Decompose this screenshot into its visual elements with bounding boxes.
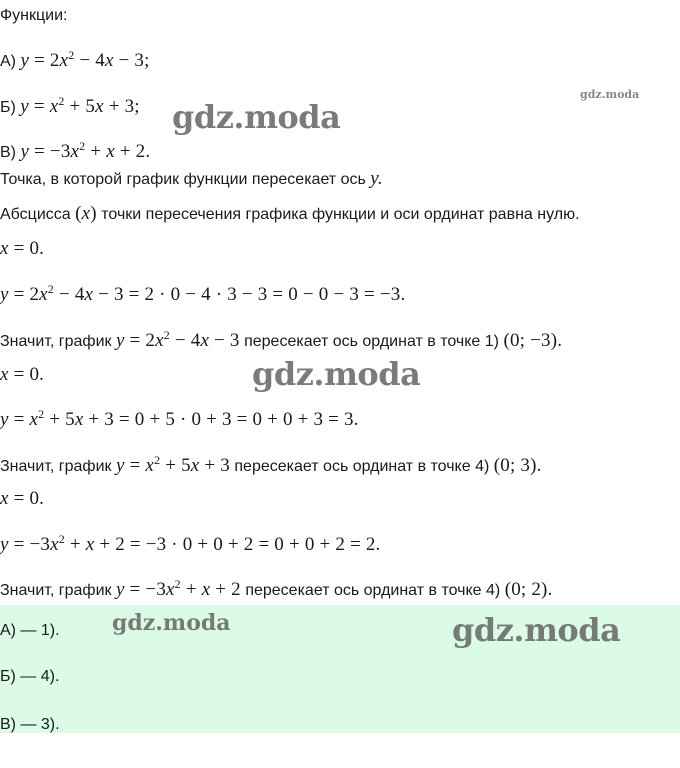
task-var: y. — [370, 168, 383, 189]
function-a-formula: $y = 2x^2 - 4x - 3$; — [20, 48, 150, 71]
conclusion-3 — [0, 579, 553, 602]
function-b-formula: $y = x^2 + 5x + 3$; — [20, 94, 140, 117]
conclusion-2-formula: $y = x^2 + 5x + 3$ — [115, 453, 230, 476]
abscissa-pre: Абсцисса — [0, 206, 71, 223]
conclusion-2-mid: пересекает ось ординат в точке 4) — [234, 458, 490, 475]
function-a — [0, 50, 150, 73]
task-text: Точка, в которой график функции пересекает ось — [0, 171, 366, 188]
conclusion-1-mid: пересекает ось ординат в точке 1) — [244, 333, 499, 350]
watermark-small: gdz.moda — [580, 88, 640, 101]
conclusion-3-formula: $y = -3x^2 + x + 2$ — [115, 577, 241, 600]
abscissa-post: точки пересечения графика функции и оси ординат равна нулю. — [101, 206, 580, 223]
calc-3: $y = -3x^2 + x + 2 = -3 \cdot 0 + 0 + 2 = 0 + 0 + 2 = 2$. — [0, 532, 381, 555]
calc-2: $y = x^2 + 5x + 3 = 0 + 5 \cdot 0 + 3 = 0 + 0 + 3 = 3$. — [0, 407, 359, 430]
watermark-middle: gdz.moda — [252, 355, 421, 393]
watermark-top: gdz.moda — [172, 98, 341, 136]
calc-1: $y = 2x^2 - 4x - 3 = 2 \cdot 0 - 4 \cdot 3 - 3 = 0 - 0 - 3 = -3$. — [0, 282, 406, 305]
task-line — [0, 168, 383, 191]
x-zero-2: x = 0. — [0, 364, 45, 385]
conclusion-2-pre: Значит, график — [0, 458, 112, 475]
conclusion-1-point: (0; −3). — [503, 330, 563, 351]
abscissa-line — [0, 203, 580, 226]
function-c-formula: $y = -3x^2 + x + 2$. — [20, 139, 151, 162]
conclusion-3-mid: пересекает ось ординат в точке 4) — [245, 582, 501, 599]
abscissa-var: (x) — [75, 203, 97, 224]
function-b-label: Б) — [0, 99, 16, 116]
conclusion-1 — [0, 330, 562, 353]
function-c — [0, 141, 150, 164]
answer-b: Б) — 4). — [0, 668, 60, 685]
function-a-label: А) — [0, 53, 16, 70]
conclusion-1-formula: $y = 2x^2 - 4x - 3$ — [115, 328, 240, 351]
x-zero-3: x = 0. — [0, 488, 45, 509]
conclusion-2-point: (0; 3). — [493, 455, 542, 476]
conclusion-3-pre: Значит, график — [0, 582, 112, 599]
function-c-label: В) — [0, 144, 16, 161]
answer-a: А) — 1). — [0, 622, 60, 639]
heading: Функции: — [0, 7, 68, 24]
watermark-answer-small: gdz.moda — [112, 610, 231, 636]
x-zero-1: x = 0. — [0, 238, 45, 259]
conclusion-1-pre: Значит, график — [0, 333, 112, 350]
answer-c: В) — 3). — [0, 716, 60, 733]
conclusion-3-point: (0; 2). — [504, 579, 553, 600]
function-b — [0, 96, 140, 119]
conclusion-2 — [0, 455, 542, 478]
watermark-answer-big: gdz.moda — [452, 611, 621, 649]
